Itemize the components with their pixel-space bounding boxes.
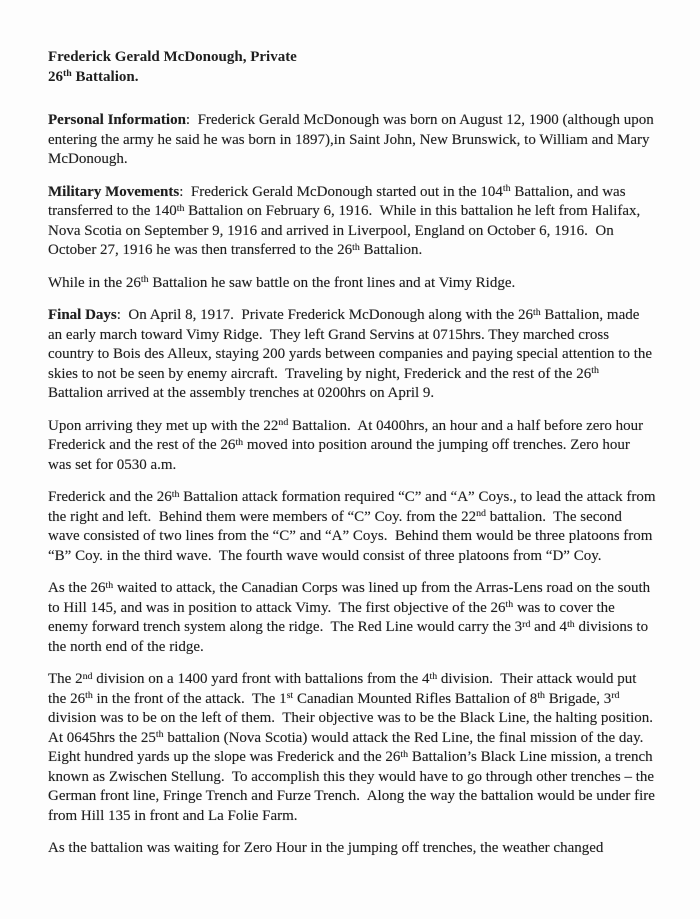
text-run: battalion (Nova Scotia) would attack the Red Line, the final mission of the day. Eight hundred yards up the slope was Frederick and the 26	[48, 729, 651, 765]
text-run: Brigade, 3	[545, 690, 612, 707]
paragraph	[48, 274, 656, 294]
text-run: While in the 26	[48, 274, 141, 291]
text-run: was to cover the enemy forward trench system along the ridge. The Red Line would carry the 3	[48, 599, 619, 635]
ordinal-superscript: th	[505, 599, 514, 611]
text-run: battalion. The second wave consisted of two lines from the “C” and “A” Coys. Behind them would be three platoons from “B” Coy. in the third wave. The fourth wave would consist of three platoons from “D” Coy.	[48, 508, 657, 564]
ordinal-superscript: nd	[278, 417, 289, 429]
text-run: As the 26	[48, 580, 106, 596]
ordinal-superscript: th	[400, 748, 409, 760]
text-run: Battalion arrived at the assembly trenches at 0200hrs on April 9.	[48, 365, 603, 401]
text-run: Battalion, made an early march toward Vimy Ridge. They left Grand Servins at 0715hrs. They marched cross country to Bois des Alleux, staying 200 yards between companies and paying special attention to the skies to not be seen by enemy aircraft. Traveling by night, Frederick and the rest of the 26	[48, 307, 656, 382]
paragraph	[48, 183, 656, 261]
text-run: As the battalion was waiting for Zero Hour in the jumping off trenches, the weather changed	[48, 840, 604, 856]
text-run: division on a 1400 yard front with battalions from the 4	[92, 671, 430, 687]
ordinal-superscript: nd	[82, 670, 93, 682]
text-run: Upon arriving they met up with the 22	[48, 417, 279, 434]
paragraph	[48, 579, 656, 657]
ordinal-superscript: th	[235, 436, 244, 448]
ordinal-superscript: th	[352, 241, 360, 253]
text-run: moved into position around the jumping off trenches. Zero hour was set for 0530 a.m.	[48, 437, 634, 473]
ordinal-superscript: th	[176, 202, 185, 214]
ordinal-superscript: nd	[476, 508, 486, 520]
text-run: division. Their attack would put the 26	[48, 671, 641, 707]
text-run: Battalion’s Black Line mission, a trench known as Zwischen Stellung. To accomplish this they would have to go through other trenches – the German front line, Fringe Trench and Furze Trench. Along the way the battalion would be under fire from Hill 135 in front and La Folie Farm.	[48, 749, 659, 824]
text-run: Frederick Gerald McDonough, Private	[48, 49, 297, 65]
ordinal-superscript: th	[567, 618, 575, 630]
text-run: Canadian Mounted Rifles Battalion of 8	[293, 690, 538, 707]
text-run: Military Movements	[48, 183, 180, 200]
ordinal-superscript: th	[63, 68, 72, 80]
text-run: Battalion.	[71, 68, 139, 85]
text-run: : Frederick Gerald McDonough started out in the 104	[179, 183, 503, 200]
ordinal-superscript: rd	[522, 618, 531, 630]
text-run: Final Days	[48, 307, 117, 323]
text-run: Battalion on February 6, 1916. While in this battalion he left from Halifax, Nova Scotia on September 9, 1916 and arrived in Liverpool, England on October 6, 1916. On October 27, 1916 he was then transferred to the 26	[48, 203, 645, 258]
ordinal-superscript: th	[532, 306, 541, 318]
text-run: : On April 8, 1917. Private Frederick McDonough along with the 26	[116, 307, 533, 323]
text-run: Battalion he saw battle on the front lines and at Vimy Ridge.	[148, 274, 516, 291]
ordinal-superscript: th	[537, 690, 545, 702]
text-run: Personal Information	[48, 112, 186, 128]
ordinal-superscript: th	[171, 488, 180, 500]
ordinal-superscript: th	[429, 670, 438, 682]
paragraph	[48, 488, 660, 566]
document-title-line	[48, 68, 656, 88]
document-body	[48, 111, 660, 859]
ordinal-superscript: th	[85, 690, 93, 702]
paragraph	[48, 839, 656, 859]
paragraph	[48, 306, 656, 404]
ordinal-superscript: th	[105, 579, 114, 591]
text-run: 26	[48, 68, 63, 85]
paragraph	[48, 670, 660, 826]
ordinal-superscript: st	[286, 690, 294, 702]
ordinal-superscript: rd	[611, 690, 620, 702]
document-title	[48, 48, 656, 87]
text-run: in the front of the attack. The 1	[92, 690, 287, 707]
text-run: : Frederick Gerald McDonough was born on August 12, 1900 (although upon entering the army he said he was born in 1897),in Saint John, New Brunswick, to William and Mary McDonough.	[48, 112, 658, 167]
document-title-line	[48, 48, 656, 68]
text-run: Frederick and the 26	[48, 489, 172, 505]
text-run: waited to attack, the Canadian Corps was lined up from the Arras-Lens road on the south to Hill 145, and was in position to attack Vimy. The first objective of the 26	[48, 580, 654, 616]
text-run: The 2	[48, 671, 83, 687]
text-run: divisions to the north end of the ridge.	[48, 619, 652, 655]
text-run: and 4	[530, 619, 568, 635]
text-run: Battalion, and was transferred to the 140	[48, 183, 630, 219]
text-run: Battalion attack formation required “C” and “A” Coys., to lead the attack from the right and left. Behind them were members of “C” Coy. from the 22	[48, 489, 660, 525]
ordinal-superscript: th	[591, 365, 599, 377]
text-run: Battalion. At 0400hrs, an hour and a half before zero hour Frederick and the rest of the 26	[48, 417, 647, 453]
text-run: division was to be on the left of them. Their objective was to be the Black Line, the halting position. At 0645hrs the 25	[48, 690, 660, 746]
text-run: Battalion.	[359, 242, 423, 258]
ordinal-superscript: th	[155, 729, 164, 741]
paragraph	[48, 417, 656, 476]
ordinal-superscript: th	[140, 274, 149, 286]
paragraph	[48, 111, 656, 170]
ordinal-superscript: th	[502, 183, 511, 195]
